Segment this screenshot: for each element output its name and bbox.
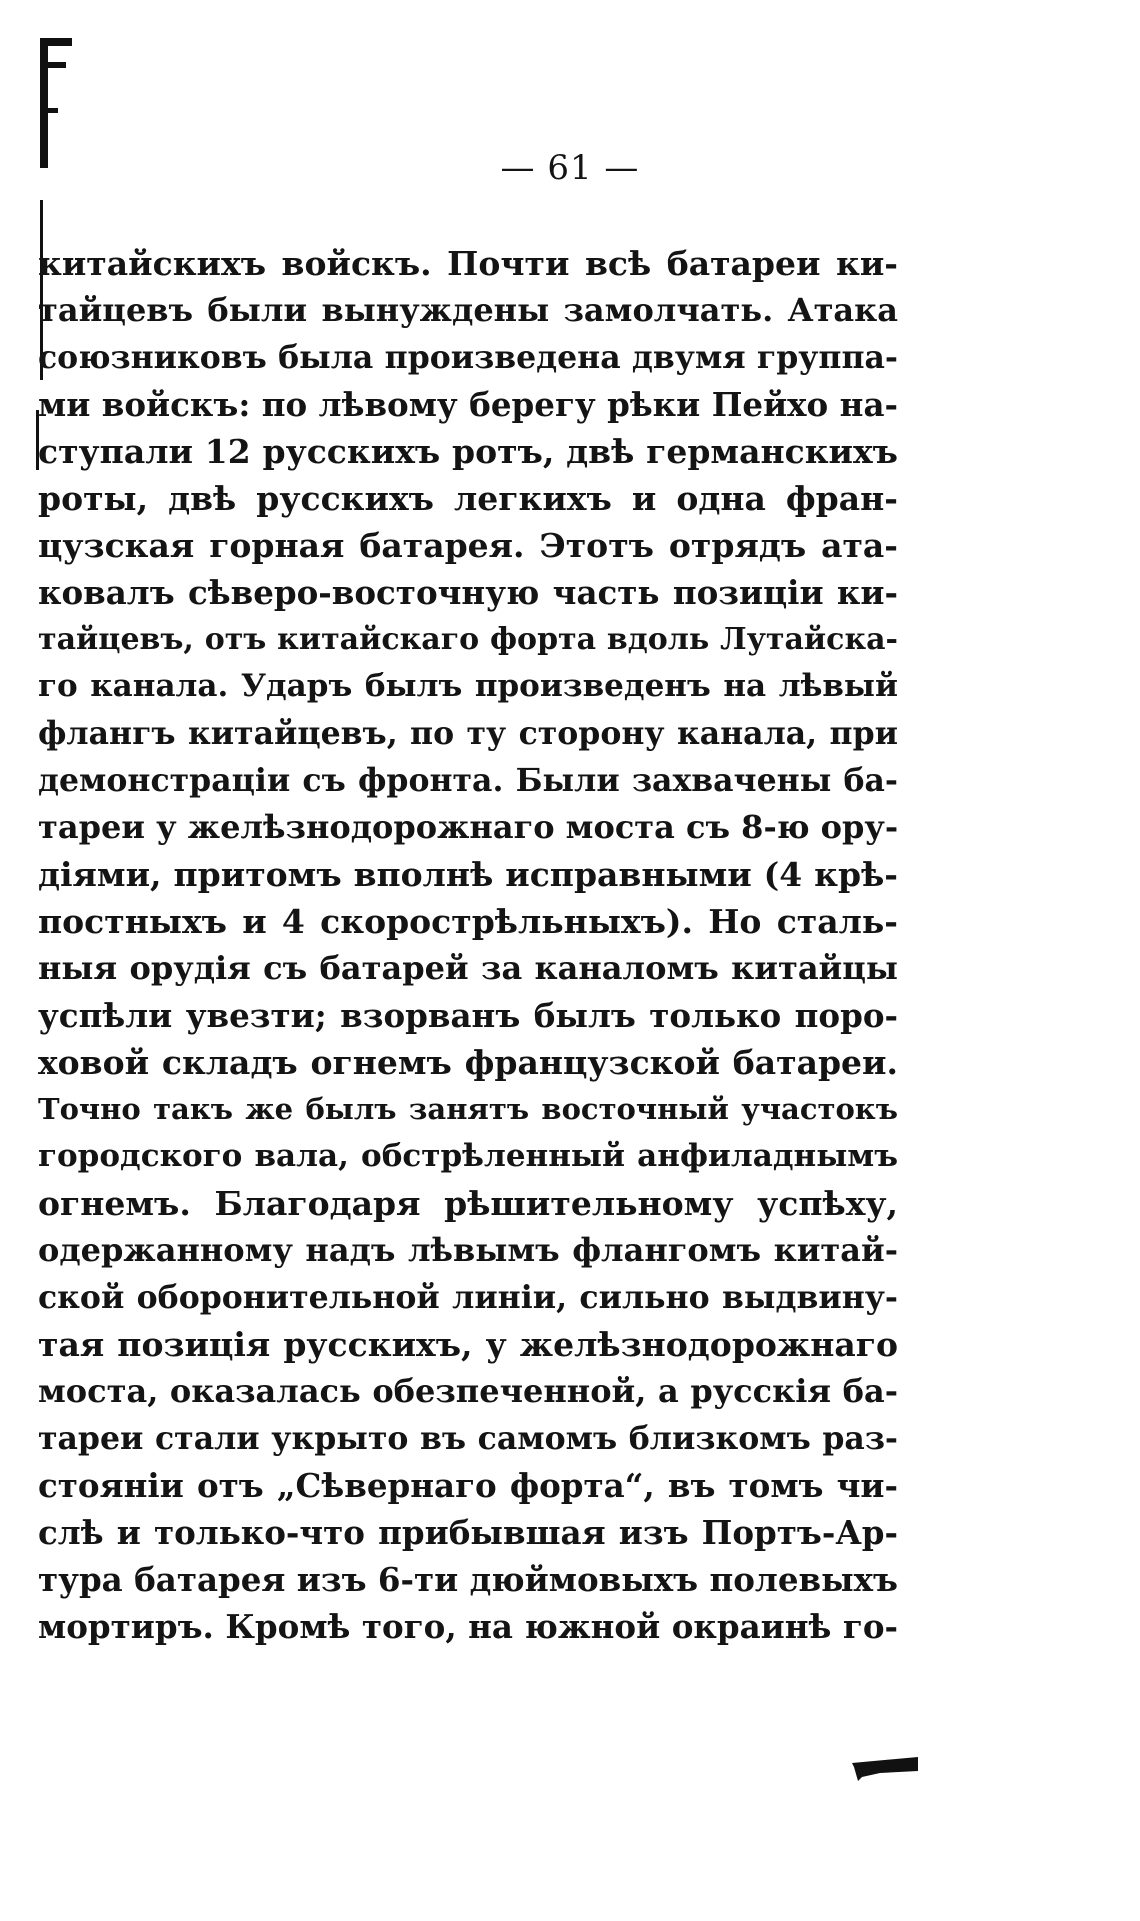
body-text <box>38 240 898 1650</box>
scan-edge-mark <box>40 62 66 68</box>
text-line: успѣли увезти; взорванъ былъ только поро- <box>38 996 898 1035</box>
text-line: моста, оказалась обезпеченной, а русскія ба- <box>38 1372 898 1410</box>
text-line: мортиръ. Кромѣ того, на южной окраинѣ го- <box>38 1607 898 1646</box>
text-line: тареи стали укрыто въ самомъ близкомъ раз- <box>38 1420 898 1457</box>
text-line: діями, притомъ вполнѣ исправными (4 крѣ- <box>38 855 898 894</box>
scan-edge-mark <box>40 108 58 113</box>
text-line: цузская горная батарея. Этотъ отрядъ ата- <box>38 526 898 565</box>
page-number: — 61 — <box>500 148 640 188</box>
text-line: тура батарея изъ 6-ти дюймовыхъ полевыхъ <box>38 1560 898 1599</box>
text-line: го канала. Ударъ былъ произведенъ на лѣвый <box>38 668 898 704</box>
text-line: ми войскъ: по лѣвому берегу рѣки Пейхо на- <box>38 385 898 424</box>
scan-edge-mark <box>40 38 72 46</box>
text-line: тайцевъ были вынуждены замолчать. Атака <box>38 291 898 329</box>
text-line: ской оборонительной линіи, сильно выдвину- <box>38 1279 898 1316</box>
text-line: китайскихъ войскъ. Почти всѣ батареи ки- <box>38 244 898 283</box>
text-line: тая позиція русскихъ, у желѣзнодорожнаго <box>38 1325 898 1364</box>
scan-corner-mark <box>850 1753 920 1781</box>
text-line: городского вала, обстрѣленный анфиладнымъ <box>38 1138 898 1174</box>
text-line: ховой складъ огнемъ французской батареи. <box>38 1043 898 1082</box>
text-line: одержанному надъ лѣвымъ флангомъ китай- <box>38 1231 898 1269</box>
text-line: тайцевъ, отъ китайскаго форта вдоль Лутайска- <box>38 622 898 657</box>
text-line: флангъ китайцевъ, по ту сторону канала, при <box>38 715 898 752</box>
text-line: тареи у желѣзнодорожнаго моста съ 8-ю ору- <box>38 808 898 846</box>
text-line: постныхъ и 4 скорострѣльныхъ). Но сталь- <box>38 902 898 941</box>
text-line: демонстраціи съ фронта. Были захвачены ба- <box>38 762 898 799</box>
text-line: роты, двѣ русскихъ легкихъ и одна фран- <box>38 479 898 518</box>
text-line: Точно такъ же былъ занятъ восточный участокъ <box>38 1092 898 1126</box>
text-line: стояніи отъ „Сѣвернаго форта“, въ томъ чи- <box>38 1466 898 1505</box>
text-line: слѣ и только-что прибывшая изъ Портъ-Ар- <box>38 1513 898 1552</box>
text-line: ковалъ сѣверо-восточную часть позиціи ки- <box>38 573 898 612</box>
text-line: союзниковъ была произведена двумя группа- <box>38 339 898 376</box>
text-line: огнемъ. Благодаря рѣшительному успѣху, <box>38 1184 898 1223</box>
text-line: ступали 12 русскихъ ротъ, двѣ германскихъ <box>38 432 898 471</box>
text-line: ныя орудія съ батарей за каналомъ китайцы <box>38 949 898 987</box>
